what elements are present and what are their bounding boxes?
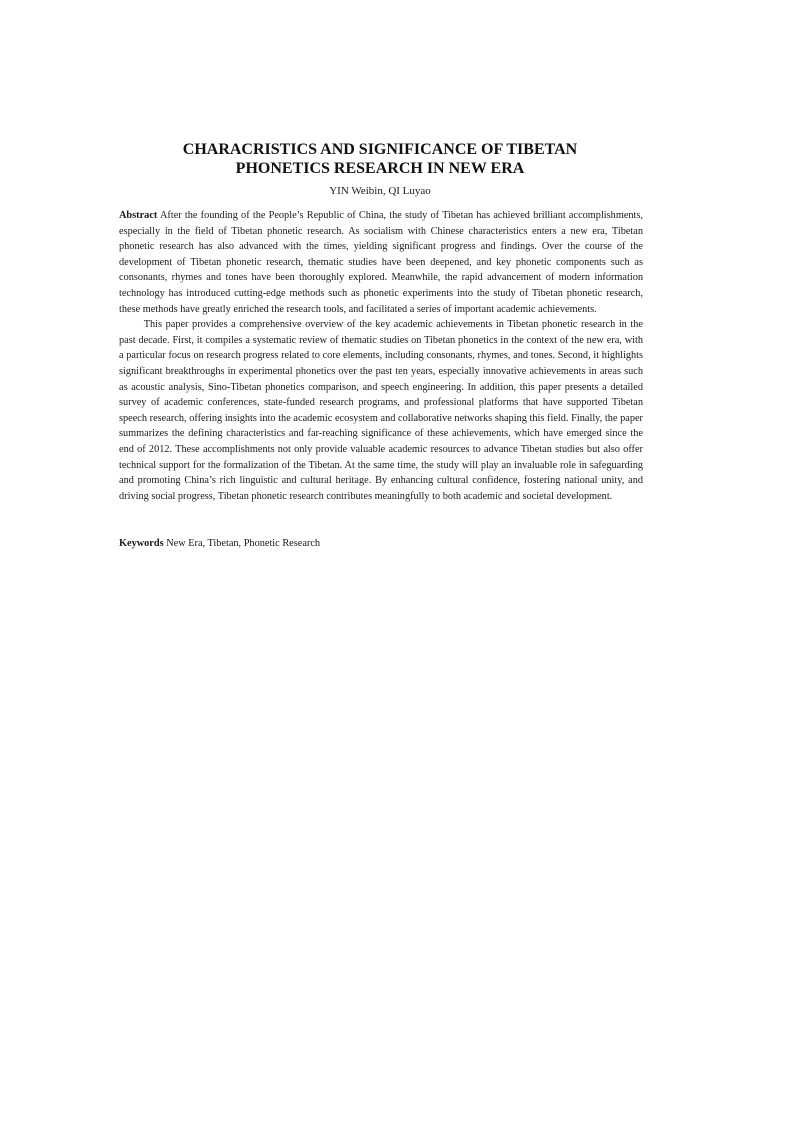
abstract-text-1: After the founding of the People’s Republic of China, the study of Tibetan has achieved brilliant accomplishments, especially in the field of Tibetan phonetic research. As socialism with Chinese characteristics enters a new era, Tibetan phonetic research has also advanced with the times, yielding significant progress and findings. Over the course of the development of Tibetan phonetic research, thematic studies have been deepened, and key phonetic components such as consonants, rhymes and tones have been thoroughly explored. Meanwhile, the rapid advancement of modern information technology has introduced cutting-edge methods such as phonetic experiments into the study of Tibetan phonetic research, these methods have greatly enriched the research tools, and facilitated a series of important academic achievements.	[119, 210, 643, 315]
abstract-label: Abstract	[119, 210, 158, 221]
abstract-section	[119, 208, 643, 504]
keywords-text: New Era, Tibetan, Phonetic Research	[166, 538, 321, 549]
author-names: YIN Weibin, QI Luyao	[329, 185, 431, 197]
title-line-2: PHONETICS RESEARCH IN NEW ERA	[235, 160, 525, 177]
abstract-paragraph-1	[119, 208, 643, 317]
abstract-paragraph-2: This paper provides a comprehensive overview of the key academic achievements in Tibetan phonetic research in the past decade. First, it compiles a systematic review of thematic studies on Tibetan phonetics in the context of the new era, with a particular focus on research progress related to core elements, including consonants, rhymes, and tones. Second, it highlights significant breakthroughs in experimental phonetics over the past ten years, especially innovative achievements in areas such as acoustic analysis, Sino-Tibetan phonetics comparison, and speech engineering. In addition, this paper presents a detailed survey of academic conferences, state-funded research programs, and professional platforms that have supported Tibetan speech research, offering insights into the academic ecosystem and collaborative networks shaping this field. Finally, the paper summarizes the defining characteristics and far-reaching significance of these achievements, which have emerged since the end of 2012. These accomplishments not only provide valuable academic resources to advance Tibetan studies but also offer technical support for the formalization of the Tibetan. At the same time, the study will play an invaluable role in safeguarding and promoting China’s rich linguistic and cultural heritage. By enhancing cultural confidence, fostering national unity, and driving social progress, Tibetan phonetic research contributes meaningfully to both academic and societal development.	[119, 319, 643, 502]
keywords-section	[119, 536, 643, 552]
title-line-1: CHARACRISTICS AND SIGNIFICANCE OF TIBETAN	[182, 141, 578, 158]
paper-title	[100, 140, 660, 178]
keywords-label: Keywords	[119, 538, 164, 549]
